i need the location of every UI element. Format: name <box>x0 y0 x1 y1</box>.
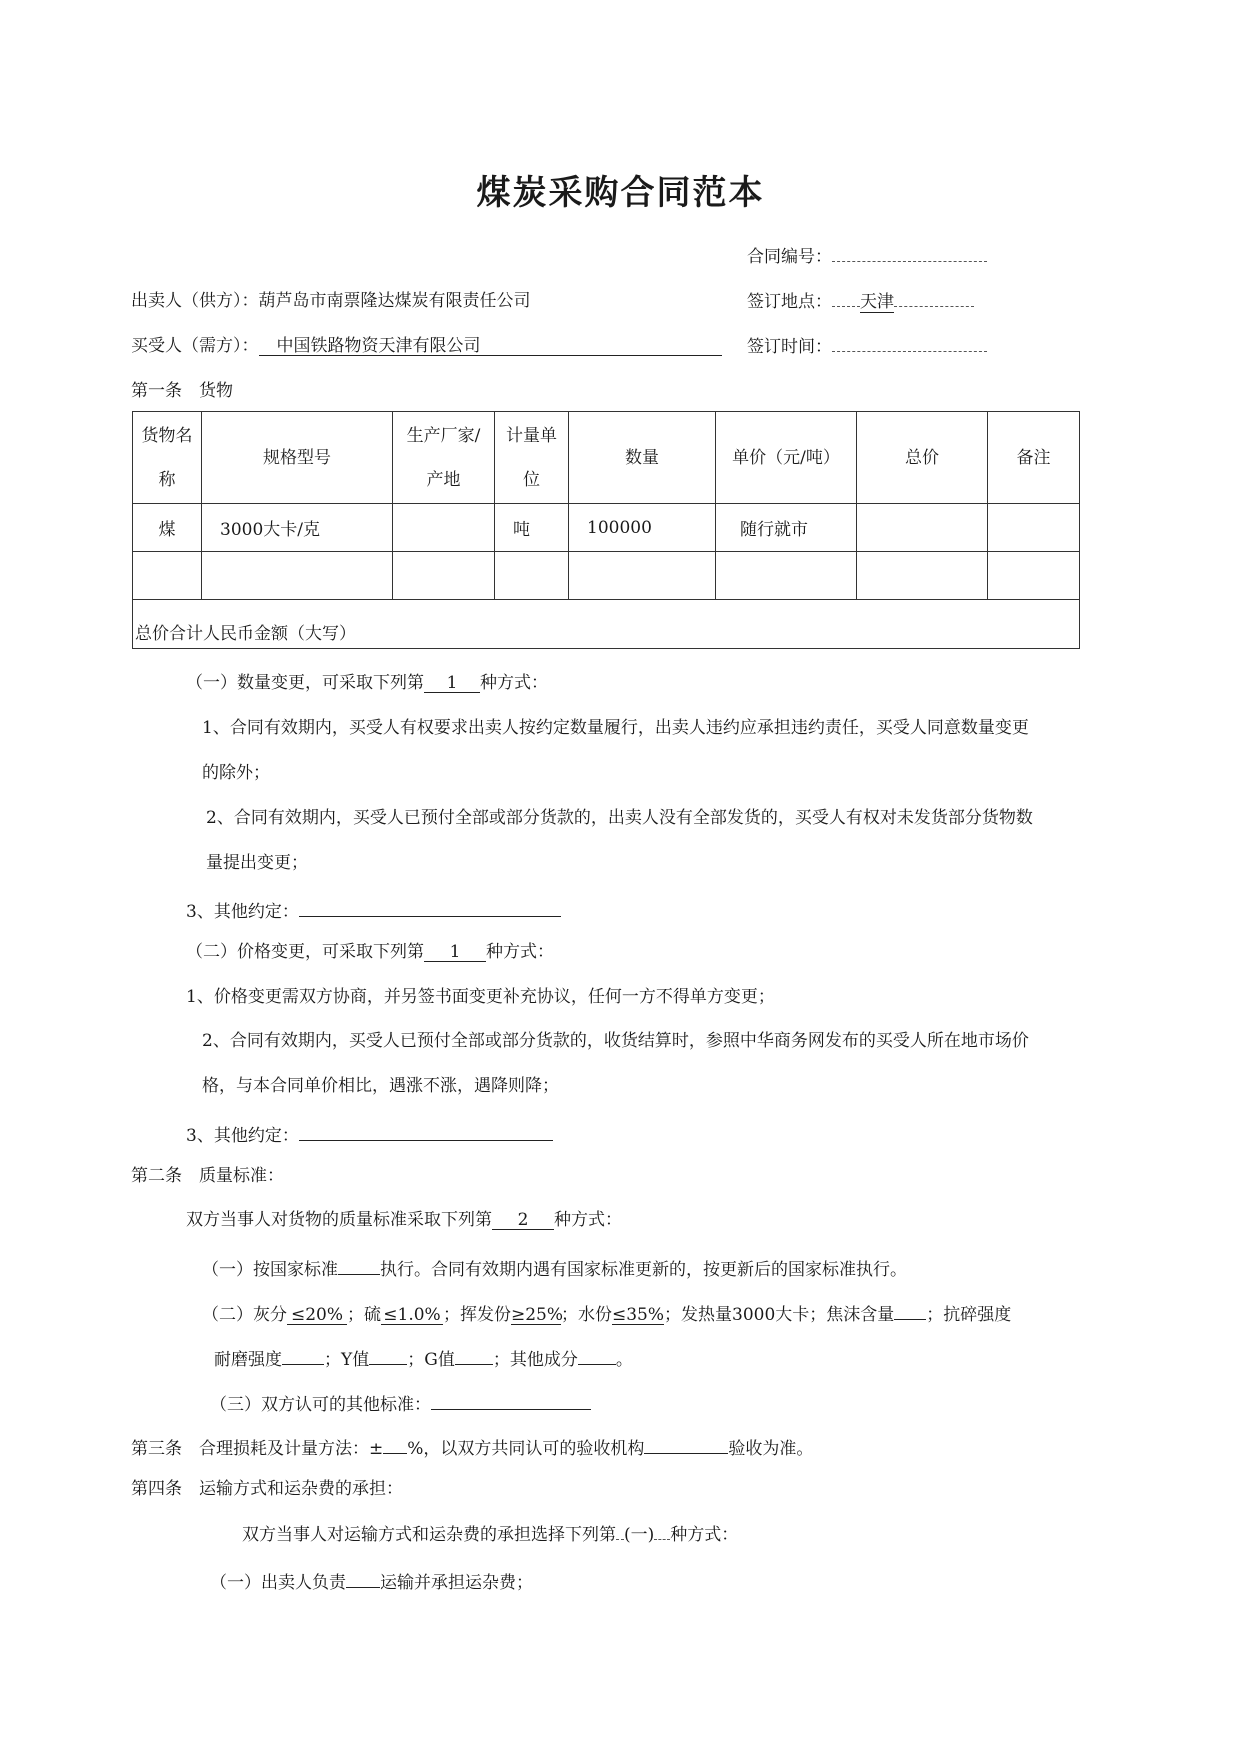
col-maker-header-line1: 生产厂家/ <box>406 425 481 446</box>
col-name-header <box>133 412 202 504</box>
quality-tail: 种方式： <box>554 1210 622 1230</box>
signing-time-line <box>747 335 987 358</box>
qty-change-choice[interactable]: 1 <box>424 672 480 693</box>
article-3-tail: 验收为准。 <box>728 1439 814 1459</box>
signing-time-label: 签订时间： <box>747 337 832 357</box>
price-change-item3 <box>186 1120 553 1147</box>
total-amount-label[interactable]: 总价合计人民币金额（大写） <box>133 600 1080 649</box>
col-note-header: 备注 <box>988 412 1080 504</box>
price-change-item2-line2: 格，与本合同单价相比，遇涨不涨，遇降则降； <box>202 1076 559 1096</box>
quality-lead <box>186 1209 622 1231</box>
price-change-lead-text: （二）价格变更，可采取下列第 <box>186 942 424 962</box>
wear-strength-label: 耐磨强度 <box>214 1350 282 1370</box>
seller-name: 葫芦岛市南票隆达煤炭有限责任公司 <box>258 291 531 311</box>
y-value-blank[interactable] <box>369 1344 407 1365</box>
moisture-label: ；水份 <box>561 1305 612 1325</box>
article-3-line <box>131 1433 813 1460</box>
article-3-mid: %，以双方共同认可的验收机构 <box>407 1439 645 1459</box>
qty-change-item3-label: 3、其他约定： <box>186 902 299 922</box>
cell-empty[interactable] <box>716 552 857 600</box>
other-standard-blank[interactable] <box>431 1389 591 1410</box>
cell-price[interactable]: 随行就市 <box>716 504 857 552</box>
transport-choice-pad <box>616 1523 624 1540</box>
quality-option-3-label: （三）双方认可的其他标准： <box>210 1395 431 1415</box>
quality-choice[interactable]: 2 <box>492 1209 554 1230</box>
transport-lead-text: 双方当事人对运输方式和运杂费的承担选择下列第 <box>242 1525 616 1545</box>
price-change-item3-label: 3、其他约定： <box>186 1126 299 1146</box>
article-4-heading: 第四条 运输方式和运杂费的承担： <box>131 1479 403 1499</box>
col-qty-header: 数量 <box>569 412 716 504</box>
transport-tail: 种方式： <box>670 1525 739 1545</box>
g-value-label: ；G值 <box>407 1350 455 1370</box>
other-components-label: ；其他成分 <box>492 1350 578 1370</box>
col-unit-header <box>495 412 569 504</box>
calorific-and-coke-label: ；发热量3000大卡；焦沫含量 <box>664 1305 895 1325</box>
other-components-blank[interactable] <box>578 1344 616 1365</box>
buyer-name: 中国铁路物资天津有限公司 <box>276 336 481 356</box>
article-3-heading: 第三条 合理损耗及计量方法：± <box>131 1439 384 1459</box>
cell-note[interactable] <box>988 504 1080 552</box>
volatile-label: ；挥发份 <box>443 1305 511 1325</box>
quality-option-1-text: 执行。合同有效期内遇有国家标准更新的，按更新后的国家标准执行。 <box>380 1260 907 1280</box>
sulfur-label: ；硫 <box>347 1305 381 1325</box>
qty-change-tail: 种方式： <box>480 673 548 693</box>
price-change-item2-line1: 2、合同有效期内，买受人已预付全部或部分货款的，收货结算时，参照中华商务网发布的买受人所在地市场价 <box>202 1031 1029 1051</box>
transport-choice[interactable]: (一) <box>624 1525 655 1545</box>
wear-strength-blank[interactable] <box>282 1344 324 1365</box>
cell-empty[interactable] <box>857 552 988 600</box>
y-value-label: ；Y值 <box>324 1350 370 1370</box>
national-standard-blank[interactable] <box>338 1254 380 1275</box>
col-maker-header <box>393 412 495 504</box>
signing-place-line <box>747 290 974 313</box>
sentence-end: 。 <box>615 1350 633 1370</box>
price-change-item1: 1、价格变更需双方协商，并另签书面变更补充协议，任何一方不得单方变更； <box>186 987 775 1007</box>
cell-empty[interactable] <box>393 552 495 600</box>
document-title: 煤炭采购合同范本 <box>476 173 765 213</box>
cell-empty[interactable] <box>569 552 716 600</box>
quality-option-1-label: （一）按国家标准 <box>202 1260 338 1280</box>
transport-lead <box>242 1523 738 1546</box>
col-name-header-line1: 货物名 <box>141 425 193 446</box>
cell-empty[interactable] <box>988 552 1080 600</box>
col-unit-header-line1: 计量单 <box>506 425 557 446</box>
seller-line <box>131 290 531 312</box>
buyer-name-field[interactable] <box>259 335 722 356</box>
g-value-blank[interactable] <box>455 1344 493 1365</box>
col-total-header: 总价 <box>857 412 988 504</box>
qty-change-lead-text: （一）数量变更，可采取下列第 <box>186 673 424 693</box>
cell-total[interactable] <box>857 504 988 552</box>
cell-empty[interactable] <box>495 552 569 600</box>
transport-option-1 <box>210 1567 533 1594</box>
qty-change-item2-line2: 量提出变更； <box>206 853 308 873</box>
buyer-label: 买受人（需方）： <box>131 336 259 356</box>
contract-number-label: 合同编号： <box>747 247 832 267</box>
qty-change-lead <box>186 672 548 694</box>
quality-option-2-line2 <box>214 1344 633 1371</box>
moisture-value[interactable]: ≤35% <box>612 1305 665 1325</box>
quality-option-1 <box>202 1254 907 1281</box>
cell-unit[interactable]: 吨 <box>495 504 569 552</box>
qty-change-other-blank[interactable] <box>299 896 561 917</box>
quality-option-2 <box>202 1299 1011 1326</box>
quality-lead-text: 双方当事人对货物的质量标准采取下列第 <box>186 1210 492 1230</box>
buyer-line <box>131 335 722 357</box>
inspection-agency-blank[interactable] <box>644 1433 728 1454</box>
signing-time-blank[interactable] <box>832 335 987 352</box>
ash-value[interactable]: ≤20% <box>287 1304 347 1325</box>
cell-maker[interactable] <box>393 504 495 552</box>
contract-number-blank[interactable] <box>832 245 987 262</box>
quality-option-3 <box>210 1389 591 1416</box>
crush-strength-label: ；抗碎强度 <box>926 1305 1012 1325</box>
cell-spec[interactable]: 3000大卡/克 <box>202 504 393 552</box>
cell-empty[interactable] <box>133 552 202 600</box>
seller-label: 出卖人（供方）： <box>131 291 259 311</box>
price-change-tail: 种方式： <box>486 942 554 962</box>
price-change-choice[interactable]: 1 <box>424 941 486 962</box>
total-row <box>133 600 1080 649</box>
transport-option-1-blank[interactable] <box>346 1567 380 1588</box>
qty-change-item1-line1: 1、合同有效期内，买受人有权要求出卖人按约定数量履行，出卖人违约应承担违约责任，买受人同意数量变更 <box>202 718 1029 738</box>
col-name-header-line2: 称 <box>158 469 176 490</box>
contract-number-line <box>747 245 987 268</box>
cell-name[interactable]: 煤 <box>133 504 202 552</box>
sulfur-value[interactable]: ≤1.0% <box>381 1304 443 1325</box>
price-change-other-blank[interactable] <box>299 1120 553 1141</box>
signing-place-pad <box>832 290 860 307</box>
volatile-value[interactable]: ≥25% <box>511 1305 564 1325</box>
col-maker-header-line2: 产地 <box>426 469 461 490</box>
transport-choice-pad-right <box>654 1523 670 1540</box>
table-row <box>133 552 1080 600</box>
qty-change-item3 <box>186 896 561 923</box>
signing-place-pad-right <box>894 290 974 307</box>
signing-place-label: 签订地点： <box>747 292 832 312</box>
article-2-heading: 第二条 质量标准： <box>131 1166 284 1186</box>
transport-option-1-text: 运输并承担运杂费； <box>380 1573 533 1593</box>
col-unit-header-line2: 位 <box>523 469 540 490</box>
price-change-lead <box>186 941 554 963</box>
qty-change-item1-line2: 的除外； <box>202 763 270 783</box>
qty-change-item2-line1: 2、合同有效期内，买受人已预付全部或部分货款的，出卖人没有全部发货的，买受人有权对未发货部分货物数 <box>206 808 1033 828</box>
col-spec-header: 规格型号 <box>202 412 393 504</box>
coke-content-blank[interactable] <box>894 1299 926 1320</box>
article-1-heading: 第一条 货物 <box>131 381 233 401</box>
signing-place-value[interactable]: 天津 <box>860 292 894 312</box>
goods-table <box>132 411 1080 649</box>
loss-percent-blank[interactable] <box>383 1433 407 1454</box>
ash-label: （二）灰分 <box>202 1305 287 1325</box>
transport-option-1-label: （一）出卖人负责 <box>210 1573 346 1593</box>
cell-qty[interactable]: 100000 <box>569 504 716 552</box>
col-price-header: 单价（元/吨） <box>716 412 857 504</box>
table-row <box>133 504 1080 552</box>
cell-empty[interactable] <box>202 552 393 600</box>
